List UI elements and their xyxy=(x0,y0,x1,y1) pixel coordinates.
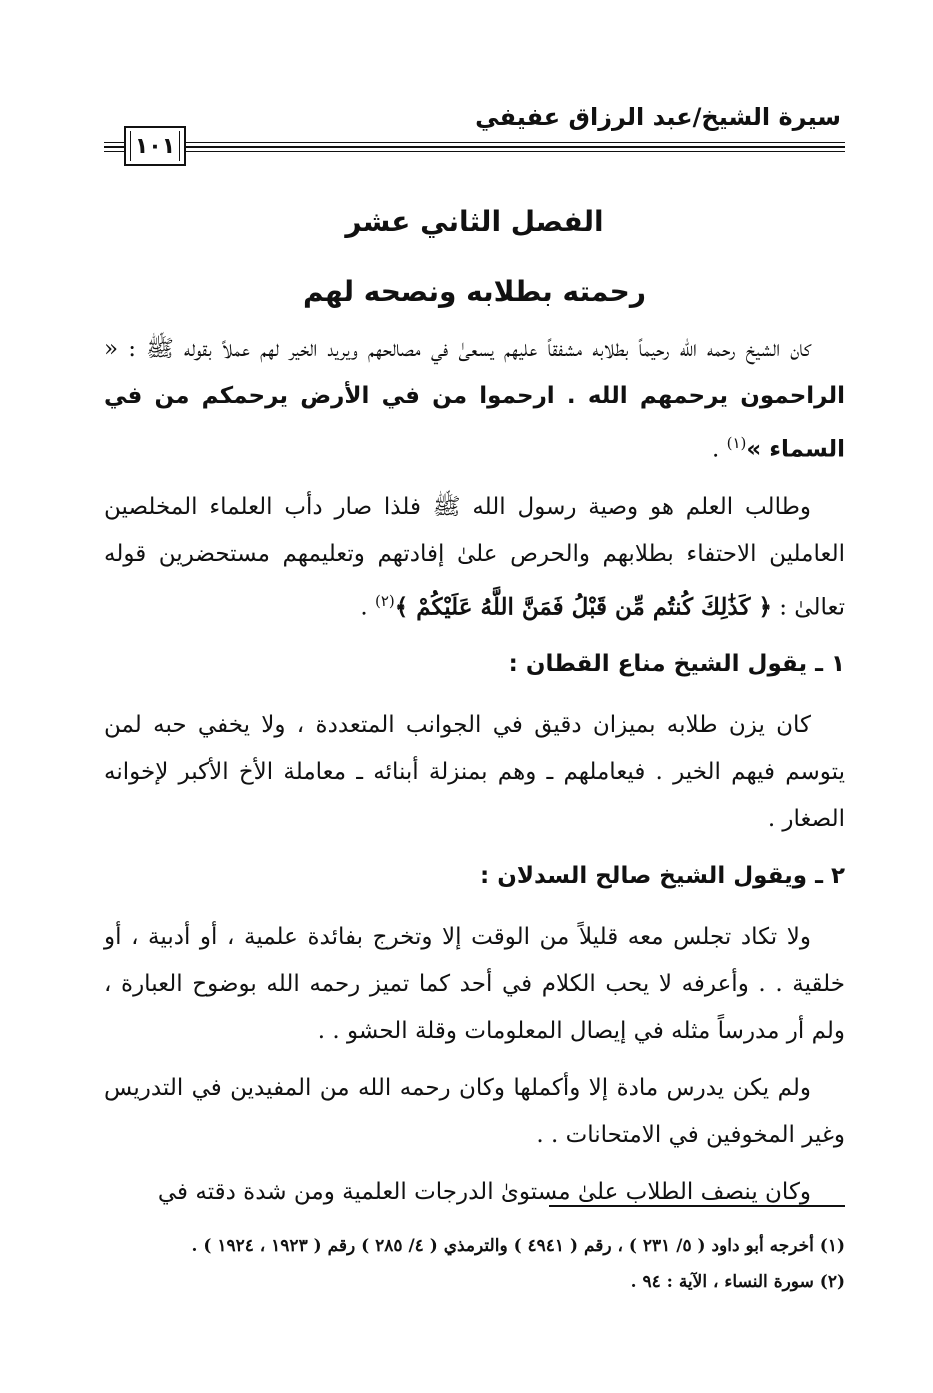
paragraph: وطالب العلم هو وصية رسول الله ﷺ فلذا صار دأب العلماء المخلصين العاملين الاحتفاء بطلابهم والحرص علىٰ إفادتهم وتعليمهم مستحضرين قوله تعالىٰ : ﴿ كَذَٰلِكَ كُنتُم مِّن قَبْلُ فَمَنَّ اللَّهُ عَلَيْكُمْ ﴾$^{(٢)}$ . xyxy=(104,493,845,621)
header-rule xyxy=(104,140,845,156)
footnote: (١) أخرجه أبو داود ( ٥/ ٢٣١ ) ، رقم ( ٤٩٤١ ) والترمذي ( ٤/ ٢٨٥ ) رقم ( ١٩٢٣ ، ١٩٢٤ ) . xyxy=(191,1236,845,1256)
footnote-divider xyxy=(549,1205,845,1207)
quran-verse: ﴿ كَذَٰلِكَ كُنتُم مِّن قَبْلُ فَمَنَّ اللَّهُ عَلَيْكُمْ ﴾ xyxy=(394,593,772,621)
running-title: سيرة الشيخ/عبد الرزاق عفيفي xyxy=(475,103,841,131)
section-title: رحمته بطلابه ونصحه لهم xyxy=(303,275,646,308)
footnote-ref: (١) xyxy=(726,434,747,452)
paragraph: كان الشيخ رحمه الله رحيماً بطلابه مشفقاً عليهم يسعىٰ في مصالحهم ويريد الخير لهم عملاً بقوله ﷺ : « الراحمون يرحمهم الله . ارحموا من في الأرض يرحمكم من في السماء »$^{(١)}$ . xyxy=(104,336,845,463)
paragraph: كان يزن طلابه بميزان دقيق في الجوانب المتعددة ، ولا يخفي حبه لمن يتوسم فيهم الخير . فيعاملهم ـ وهم بمنزلة أبنائه ـ معاملة الأخ الأكبر لإخوانه الصغار . xyxy=(104,712,845,833)
paragraph: وكان ينصف الطلاب علىٰ مستوىٰ الدرجات العلمية ومن شدة دقته في xyxy=(157,1179,811,1206)
paragraph: ولم يكن يدرس مادة إلا وأكملها وكان رحمه الله من المفيدين في التدريس وغير المخوفين في الامتحانات . . xyxy=(104,1075,845,1149)
hadith-quote: الراحمون يرحمهم الله . ارحموا من في الأرض يرحمكم من في السماء xyxy=(104,383,845,463)
subheading: ١ ـ يقول الشيخ مناع القطان : xyxy=(508,651,845,678)
chapter-title: الفصل الثاني عشر xyxy=(345,205,604,238)
subheading: ٢ ـ ويقول الشيخ صالح السدلان : xyxy=(480,863,845,890)
page-number: ١٠١ xyxy=(124,126,186,166)
body-text xyxy=(104,326,845,1226)
footnote-ref: (٢) xyxy=(374,591,395,610)
footnote: (٢) سورة النساء ، الآية : ٩٤ . xyxy=(630,1272,845,1292)
paragraph: ولا تكاد تجلس معه قليلاً من الوقت إلا وتخرج بفائدة علمية ، أو أدبية ، أو خلقية . . وأعرفه لا يحب الكلام في أحد كما تميز رحمه الله بوضوح العبارة ، ولم أر مدرساً مثله في إيصال المعلومات وقلة الحشو . . xyxy=(104,924,845,1045)
footnotes xyxy=(104,1228,845,1300)
